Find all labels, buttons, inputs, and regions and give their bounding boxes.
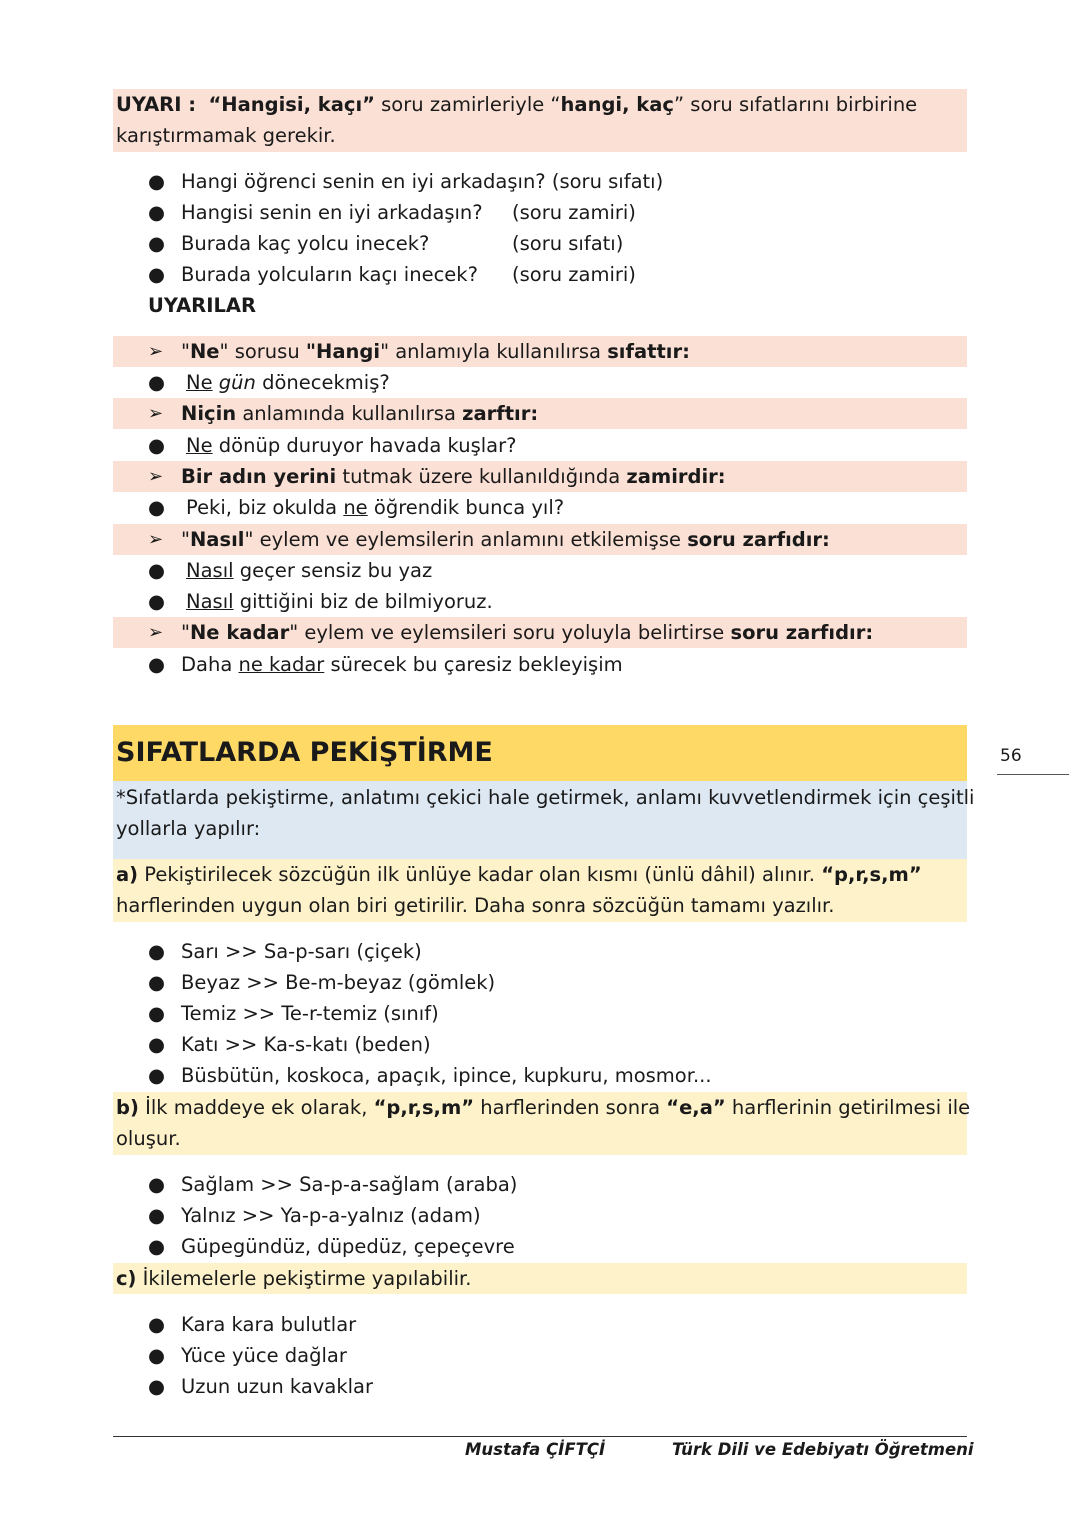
bullet: ●	[148, 170, 166, 193]
bullet: ●	[148, 434, 166, 457]
rule-b-line-2: oluşur.	[116, 1127, 181, 1150]
rule-b-line-1: b) İlk maddeye ek olarak, “p,r,s,m” harflerinden sonra “e,a” harflerinin getirilmesi ile	[116, 1096, 971, 1119]
bullet: ●	[148, 232, 166, 255]
rule-1: "Ne" sorusu "Hangi" anlamıyla kullanılırsa sıfattır:	[181, 340, 690, 363]
uyarilar-heading: UYARILAR	[148, 294, 256, 317]
list-item: Sağlam >> Sa-p-a-sağlam (araba)	[181, 1173, 518, 1196]
list-item-tag: (soru zamiri)	[512, 263, 636, 286]
footer-rule	[113, 1436, 967, 1437]
bullet: ●	[148, 1375, 166, 1398]
list-item-tag: (soru sıfatı)	[512, 232, 624, 255]
list-item: Güpegündüz, düpedüz, çepeçevre	[181, 1235, 515, 1258]
bullet: ●	[148, 590, 166, 613]
arrow-icon: ➢	[148, 466, 164, 487]
arrow-icon: ➢	[148, 341, 164, 362]
rule-3: Bir adın yerini tutmak üzere kullanıldığında zamirdir:	[181, 465, 726, 488]
bullet: ●	[148, 1204, 166, 1227]
list-item: Beyaz >> Be-m-beyaz (gömlek)	[181, 971, 496, 994]
list-item: Kara kara bulutlar	[181, 1313, 357, 1336]
rule-c-line: c) İkilemelerle pekiştirme yapılabilir.	[116, 1267, 472, 1290]
intro-line-1: *Sıfatlarda pekiştirme, anlatımı çekici hale getirmek, anlamı kuvvetlendirmek için çeşitli	[116, 786, 975, 809]
list-item: Katı >> Ka-s-katı (beden)	[181, 1033, 431, 1056]
bullet: ●	[148, 1033, 166, 1056]
footer-role: Türk Dili ve Edebiyatı Öğretmeni	[672, 1440, 974, 1459]
list-item: Yüce yüce dağlar	[181, 1344, 347, 1367]
warning-pronouns: “Hangisi, kaçı”	[208, 93, 375, 116]
warning-line-2: karıştırmamak gerekir.	[116, 124, 336, 147]
bullet: ●	[148, 1064, 166, 1087]
warning-label: UYARI :	[116, 93, 197, 116]
page-number-rule	[997, 774, 1069, 775]
list-item: Burada kaç yolcu inecek?	[181, 232, 430, 255]
bullet: ●	[148, 1313, 166, 1336]
list-item: Hangisi senin en iyi arkadaşın?	[181, 201, 483, 224]
list-item: Burada yolcuların kaçı inecek?	[181, 263, 478, 286]
bullet: ●	[148, 653, 166, 676]
footer-author: Mustafa ÇİFTÇİ	[465, 1440, 606, 1459]
arrow-icon: ➢	[148, 403, 164, 424]
list-item-tag: (soru zamiri)	[512, 201, 636, 224]
page-number: 56	[1000, 746, 1022, 766]
rule-5: "Ne kadar" eylem ve eylemsileri soru yoluyla belirtirse soru zarfıdır:	[181, 621, 874, 644]
arrow-icon: ➢	[148, 622, 164, 643]
section-title: SIFATLARDA PEKİŞTİRME	[116, 737, 493, 768]
list-item: Yalnız >> Ya-p-a-yalnız (adam)	[181, 1204, 481, 1227]
bullet: ●	[148, 1235, 166, 1258]
list-item: Uzun uzun kavaklar	[181, 1375, 374, 1398]
bullet: ●	[148, 1344, 166, 1367]
example-2: Ne dönüp duruyor havada kuşlar?	[186, 434, 517, 457]
bullet: ●	[148, 559, 166, 582]
example-5: Nasıl gittiğini biz de bilmiyoruz.	[186, 590, 493, 613]
bullet: ●	[148, 263, 166, 286]
intro-line-2: yollarla yapılır:	[116, 817, 261, 840]
rule-2: Niçin anlamında kullanılırsa zarftır:	[181, 402, 539, 425]
rule-4: "Nasıl" eylem ve eylemsilerin anlamını etkilemişse soru zarfıdır:	[181, 528, 830, 551]
example-6: Daha ne kadar sürecek bu çaresiz bekleyişim	[181, 653, 623, 676]
list-item: Temiz >> Te-r-temiz (sınıf)	[181, 1002, 439, 1025]
bullet: ●	[148, 371, 166, 394]
arrow-icon: ➢	[148, 529, 164, 550]
bullet: ●	[148, 971, 166, 994]
rule-a-line-2: harflerinden uygun olan biri getirilir. Daha sonra sözcüğün tamamı yazılır.	[116, 894, 835, 917]
bullet: ●	[148, 1002, 166, 1025]
example-1: Ne gün dönecekmiş?	[186, 371, 390, 394]
example-4: Nasıl geçer sensiz bu yaz	[186, 559, 433, 582]
bullet: ●	[148, 940, 166, 963]
example-3: Peki, biz okulda ne öğrendik bunca yıl?	[186, 496, 565, 519]
list-item: Sarı >> Sa-p-sarı (çiçek)	[181, 940, 422, 963]
rule-a-line-1: a) Pekiştirilecek sözcüğün ilk ünlüye kadar olan kısmı (ünlü dâhil) alınır. “p,r,s,m”	[116, 863, 922, 886]
bullet: ●	[148, 1173, 166, 1196]
bullet: ●	[148, 496, 166, 519]
warning-line-1: UYARI : “Hangisi, kaçı” soru zamirleriyle “hangi, kaç” soru sıfatlarını birbirine	[116, 93, 918, 116]
warning-adjectives: hangi, kaç	[560, 93, 674, 116]
list-item: Büsbütün, koskoca, apaçık, ipince, kupkuru, mosmor...	[181, 1064, 712, 1087]
list-item: Hangi öğrenci senin en iyi arkadaşın? (soru sıfatı)	[181, 170, 664, 193]
bullet: ●	[148, 201, 166, 224]
